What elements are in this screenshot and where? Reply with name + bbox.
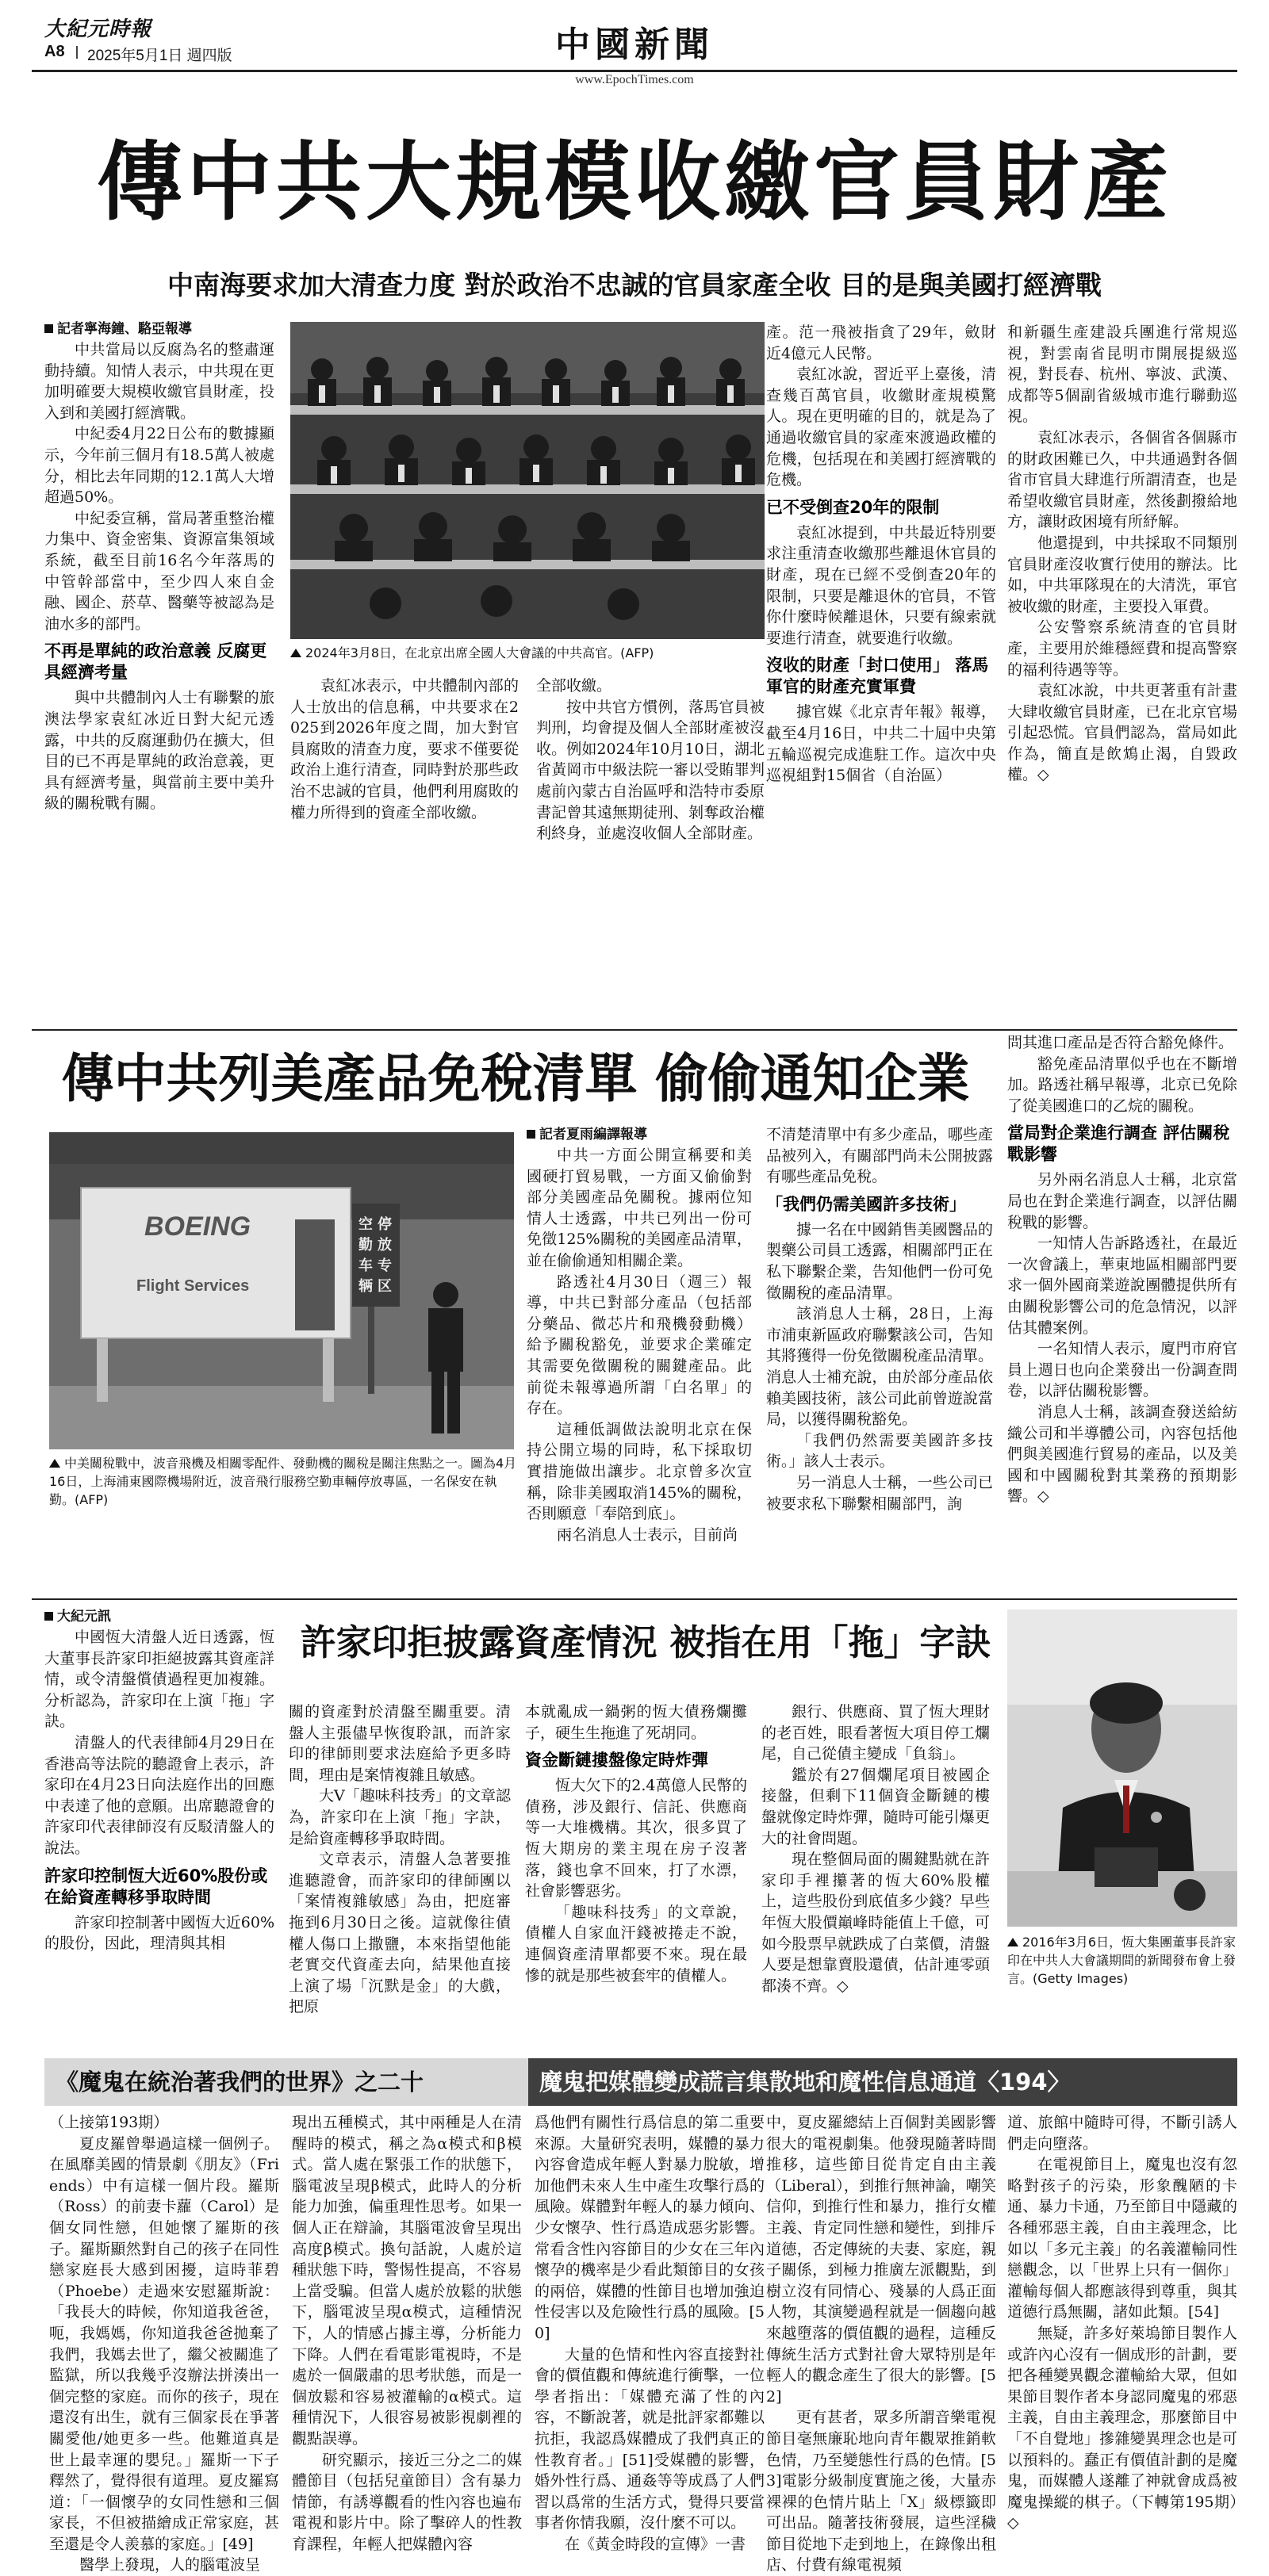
paragraph: 清盤人的代表律師4月29日在香港高等法院的聽證會上表示，許家印在4月23日向法庭作出的回應中表達了他的意願。出席聽證會的許家印代表律師沒有反駁清盤人的說法。 xyxy=(44,1733,274,1857)
paragraph: 一知情人告訴路透社，在最近一次會議上，華東地區相關部門要求一個外國商業遊說團體提供所有由關稅影響公司的危急情況，以評估其體案例。 xyxy=(1007,1234,1237,1337)
paragraph: 「我們仍然需要美國許多技術。」該人士表示。 xyxy=(766,1431,993,1471)
paragraph: 中紀委宣稱，當局著重整治權力集中、資金密集、資源富集領域系統，截至目前16名今年落馬的中管幹部當中，至少四人來自金融、國企、菸草、醫藥等被認為是油水多的部門。 xyxy=(44,509,274,633)
paragraph: 不清楚清單中有多少產品，哪些產品被列入，有關部門尚未公開披露有哪些產品免稅。 xyxy=(766,1126,993,1186)
story2-col3 xyxy=(1007,1032,1237,1594)
paragraph: 無疑，許多好萊塢節目製作人或許內心沒有一個成形的計劃，要把各種變異觀念灌輸給大眾，但如果節目製作者本身認同魔鬼的邪惡主義，自由主義理念，那麼節目中「不自覺地」摻雜變異理念也是可以預料的。蠢正有價值計劃的是魔鬼，而媒體人遂離了神就會成爲被魔鬼操縱的棋子。（下轉第195期）◇ xyxy=(1007,2324,1237,2532)
parking-sign-char: 辆 xyxy=(358,1278,373,1295)
paragraph: 中紀委4月22日公布的數據顯示，今年前三個月有18.5萬人被處分，相比去年同期的12.1萬人大增超過50%。 xyxy=(44,425,274,507)
story3-col1 xyxy=(44,1606,274,2050)
paragraph: 醫學上發現，人的腦電波呈 xyxy=(79,2556,261,2574)
paragraph: 他還提到，中共採取不同類別官員財產沒收實行使用的辦法。比如，中共軍隊現在的大清洗，軍官被收繳的財產，主要投入軍費。 xyxy=(1007,534,1237,615)
parking-sign-char: 空 xyxy=(358,1216,373,1233)
paragraph: 產。范一飛被指貪了29年，斂財近4億元人民幣。 xyxy=(766,323,996,362)
paragraph: 豁免產品清單似乎也在不斷增加。路透社稱早報導，北京已免除了從美國進口的乙烷的關稅。 xyxy=(1007,1055,1237,1115)
paragraph: 研究顯示，接近三分之二的媒體節目（包括兒童節目）含有暴力情節，有誘導觀看的性內容也遍布電視和影片中。除了擊碎人的性教育課程，年輕人把媒體內容 xyxy=(292,2451,522,2553)
paragraph: （上接第193期） xyxy=(49,2114,169,2131)
byline: 大紀元訊 xyxy=(44,1606,274,1627)
serial-col1 xyxy=(49,2112,279,2574)
paragraph: 中共當局以反腐為名的整肅運動持續。知情人表示，中共現在更加明確要大規模收繳官員財產，投入到和美國打經濟戰。 xyxy=(44,341,274,422)
parking-sign-char: 停 xyxy=(378,1216,392,1233)
parking-sign-char: 放 xyxy=(378,1237,392,1254)
paragraph: 袁紅冰表示，各個省各個縣市的財政困難已久，中共通過對各個省市官員大肆進行所謂清查，也是希望收繳官員財產，然後劃撥給地方，讓財政困境有所紓解。 xyxy=(1007,428,1237,531)
paragraph: 據官媒《北京青年報》報導，截至4月16日，中共二十屆中央第五輪巡視完成進駐工作。這次中央巡視組對15個省（自治區） xyxy=(766,703,996,785)
paragraph: 該消息人士稱，28日，上海市浦東新區政府聯繫該公司，告知其將獲得一份免徵關稅產品清單。消息人士補充說，由於部分產品依賴美國技術，該公司此前曾遊說當局，以獲得關稅豁免。 xyxy=(766,1305,993,1429)
paragraph: 鑑於有27個爛尾項目被國企接盤，但剩下11個資金斷鏈的樓盤就像定時炸彈，隨時可能引爆更大的社會問題。 xyxy=(761,1766,990,1847)
subheading: 資金斷鏈摟盤像定時炸彈 xyxy=(525,1751,708,1770)
paragraph: 恆大欠下的2.4萬億人民幣的債務，涉及銀行、信託、供應商等一大堆機構。其次，很多買了恆大期房的業主現在房子沒著落，錢也拿不回來，打了水漂，社會影響惡劣。 xyxy=(525,1777,747,1900)
paragraph: 兩名消息人士表示，目前尚 xyxy=(557,1525,738,1544)
subheading: 沒收的財產「封口使用」 落馬軍官的財產充實軍費 xyxy=(766,656,989,697)
paragraph: 在電視節目上，魔鬼也沒有忽略對孩子的污染，形象醜陋的卡通、暴力卡通，乃至節目中隱藏的各種邪惡主義，自由主義理念，比如以「多元主義」的名義灌輸同性戀觀念，以「世界上只有一個你」灌輸每個人都應該得到尊重，與其道德行爲無關，諸如此類。[54] xyxy=(1007,2156,1237,2321)
paragraph: 「趣味科技秀」的文章說，債權人自家血汗錢被捲走不說，連個資產清單都要不來。現在最慘的就是那些被套牢的債權人。 xyxy=(525,1903,747,1985)
serial-col3 xyxy=(535,2112,765,2553)
paragraph: 袁紅冰表示，中共體制內部的人士放出的信息稱，中共要求在2025到2026年度之間，加大對官員腐敗的清查力度，要求不僅要從政治上進行清查，同時對於那些政治不忠誠的官員，他們利用腐敗的權力所得到的資產全部收繳。 xyxy=(290,677,519,821)
paragraph: 另一消息人士稱，一些公司已被要求私下聯繫相關部門，詢 xyxy=(766,1473,993,1513)
paragraph: 更有甚者，眾多所謂音樂電視節目毫無廉恥地向青年觀眾推銷軟色情，乃至變態性行爲的色情。[53]電影分級制度實施之後，大量赤裸裸的色情片貼上「X」級標籤即可出品。隨著技術發展，這些淫穢節目從地下走到地上，在錄像出租店、付費有線電視頻 xyxy=(766,2409,996,2574)
story2-headline: 傳中共列美產品免稅清單 偷偷通知企業 xyxy=(61,1047,970,1109)
serial-col5 xyxy=(1007,2112,1237,2532)
paragraph: 據一名在中國銷售美國醫品的製藥公司員工透露，相關部門正在私下聯繫企業，告知他們一份可免徵關稅的產品清單。 xyxy=(766,1220,993,1302)
byline: 記者夏雨編譯報導 xyxy=(527,1124,752,1145)
paragraph: 許家印控制著中國恆大近60%的股份，因此，理清與其相 xyxy=(44,1913,274,1953)
paragraph: 現出五種模式，其中兩種是人在清醒時的模式，稱之為α模式和β模式。當人處在緊張工作的狀態下，腦電波呈現β模式，此時人的分析能力加強，偏重理性思考。如果一個人正在辯論，其腦電波會呈現出高度β模式。換句話說，人處於這種狀態下時，警惕性提高，不容易上當受騙。但當人處於放鬆的狀態下，腦電波呈現α模式，這種情況下，人的情感占據主導，分析能力下降。人們在看電影電視時，不是處於一個嚴肅的思考狀態，而是一個放鬆和容易被灌輸的α模式。這種情況下，人很容易被影視劇裡的觀點誤導。 xyxy=(292,2114,522,2448)
issue-date: 2025年5月1日 週四版 xyxy=(87,48,232,64)
story3-col2 xyxy=(289,1701,511,2050)
page-number: A8 xyxy=(44,43,65,60)
paragraph: 這種低調做法說明北京在保持公開立場的同時，私下採取切實措施做出讓步。北京曾多次宣稱，除非美國取消145%的關稅，否則願意「奉陪到底」。 xyxy=(527,1420,752,1523)
serial-book-title: 《魔鬼在統治著我們的世界》之二十 xyxy=(56,2069,424,2096)
flight-services-sign-text: Flight Services xyxy=(136,1277,250,1295)
story3-photo-caption: 2016年3月6日，恆大集團董事長許家印在中共人大會議期間的新聞發布會上發言。(Getty Images) xyxy=(1007,1935,1236,1986)
site-url[interactable]: www.EpochTimes.com xyxy=(575,73,694,86)
subheading: 不再是單純的政治意義 反腐更具經濟考量 xyxy=(44,641,267,683)
newspaper-logo: 大紀元時報 xyxy=(44,17,152,41)
story1-col3 xyxy=(536,676,765,1024)
parking-sign-char: 区 xyxy=(378,1278,392,1295)
masthead-rule xyxy=(32,70,1237,72)
parking-sign-char: 勤 xyxy=(358,1237,373,1254)
paragraph: 一名知情人表示，廈門市府官員上週日也向企業發出一份調查問卷，以評估關稅影響。 xyxy=(1007,1340,1237,1400)
story1-col2 xyxy=(290,676,519,1024)
paragraph: 爲他們有關性行爲信息的第二重要來源。大量研究表明，媒體的暴力內容會造成年輕人對暴力脫敏，增加他們未來人生中產生攻擊行爲的風險。媒體對年輕人的暴力傾向、少女懷孕、性行爲造成惡劣影響。常看含性內容節目的少女在三年內懷孕的機率是少看此類節目的女孩的兩倍，媒體的性節目也增加強迫性侵害以及危險性行爲的風險。[50] xyxy=(535,2114,765,2342)
serial-col4 xyxy=(766,2112,996,2574)
separator xyxy=(76,46,78,59)
serial-chapter-title: 魔鬼把媒體變成謊言集散地和魔性信息通道〈194〉 xyxy=(539,2069,1071,2096)
parking-sign-char: 专 xyxy=(378,1257,392,1274)
paragraph: 與中共體制內人士有聯繫的旅澳法學家袁紅冰近日對大紀元透露，中共的反腐運動仍在擴大，但目的已不再是單純的政治意義，更具有經濟考量，與當前主要中美升級的關稅戰有關。 xyxy=(44,689,274,813)
paragraph: 路透社4月30日（週三）報導，中共已對部分產品（包括部分藥品、微芯片和飛機發動機）給予關稅豁免，並要求企業確定其需要免徵關稅的關鍵產品。此前從未報導過所謂「白名單」的存在。 xyxy=(527,1273,752,1418)
paragraph: 道、旅館中隨時可得，不斷引誘人們走向墮落。 xyxy=(1007,2114,1237,2153)
story2-photo xyxy=(49,1132,514,1449)
subheading: 當局對企業進行調查 評估關稅戰影響 xyxy=(1007,1123,1230,1165)
paragraph: 袁紅冰提到，中共最近特別要求注重清查收繳那些離退休官員的財產，現在已經不受倒查20年的限制，只要是離退休的官員，不管你什麼時候離退休，只要有線索就要進行清查，就要進行收繳。 xyxy=(766,523,996,647)
paragraph: 中國恆大清盤人近日透露，恆大董事長許家印拒絕披露其資產詳情，或令清盤償債過程更加複雜。分析認為，許家印在上演「拖」字訣。 xyxy=(44,1629,274,1731)
story3-headline: 許家印拒披露資產情況 被指在用「拖」字訣 xyxy=(300,1621,991,1663)
story1-photo-caption: 2024年3月8日，在北京出席全國人大會議的中共高官。(AFP) xyxy=(290,644,766,662)
story3-col4 xyxy=(761,1701,990,2050)
paragraph: 和新疆生產建設兵團進行常規巡視，對雲南省昆明市開展提級巡視，對長春、杭州、寧波、武漢、成都等5個副省級城市進行聯動巡視。 xyxy=(1007,323,1237,426)
masthead xyxy=(0,0,1269,127)
paragraph: 袁紅冰說，習近平上臺後，清查幾百萬官員，收繳財產規模驚人。現在更明確的目的，就是為了通過收繳官員的家產來渡過政權的危機，包括現在和美國打經濟戰的危機。 xyxy=(766,366,996,489)
boeing-sign-text: BOEING xyxy=(144,1211,251,1242)
story1-headline: 傳中共大規模收繳官員財產 xyxy=(96,132,1172,232)
story1-col4 xyxy=(766,322,996,1024)
byline: 記者寧海鐘、駱亞報導 xyxy=(44,319,274,339)
serial-col2 xyxy=(292,2112,522,2553)
paragraph: 袁紅冰說，中共更著重有計畫大肆收繳官員財產，已在北京官場引起恐慌。官員們認為，當局如此作為，簡直是飲鴆止渴，自毀政權。◇ xyxy=(1007,682,1237,784)
paragraph: 中，夏皮羅總結上百個對美國影響很大的電視劇集。他發現隨著時間推移，這些節目從肯定自由主義（Liberal），到推行無神論，嘲笑信仰，到推行性和暴力，推行女權主義、肯定同性戀和變性，到排斥道德，否定傳統的夫妻、家庭，親子關係，到極力推廣左派觀點，到樹立沒有同情心、殘暴的人爲正面人物，其演變過程就是一個趨向越來越墮落的價值觀的過程，這種反傳統生活方式對社會大眾特別是年輕人的觀念產生了很大的影響。[52] xyxy=(766,2114,996,2406)
paragraph: 在《黃金時段的宣傳》一書 xyxy=(565,2535,746,2553)
paragraph: 銀行、供應商、買了恆大理財的老百姓，眼看著恆大項目停工爛尾，自己從債主變成「負翁」。 xyxy=(761,1703,990,1763)
story1-photo xyxy=(290,322,765,639)
story3-col3 xyxy=(525,1701,747,2050)
story2-col2 xyxy=(766,1124,993,1594)
story1-col5 xyxy=(1007,322,1237,1024)
paragraph: 中共一方面公開宣稱要和美國硬打貿易戰，一方面又偷偷對部分美國產品免關稅。據兩位知情人士透露，中共已列出一份可免徵125%關稅的美國產品清單，並在偷偷通知相關企業。 xyxy=(527,1146,752,1269)
story3-photo xyxy=(1007,1610,1237,1927)
paragraph: 大量的色情和性內容直接對社會的價值觀和傳統進行衝擊，一位學者指出：「媒體充滿了性的內容，不斷說著，就是批評家都難以抗拒，我認爲媒體成了我們真正的性教育者。」[51]受媒體的影響，婚外性行爲、通姦等等成爲了人們習以爲常的生活方式，覺得只要當事者你情我願，沒什麼不可以。 xyxy=(535,2345,765,2532)
paragraph: 問其進口產品是否符合豁免條件。 xyxy=(1007,1034,1234,1051)
section-title: 中國新聞 xyxy=(555,25,714,65)
story1-subhead: 中南海要求加大清查力度 對於政治不忠誠的官員家產全收 目的是與美國打經濟戰 xyxy=(167,270,1102,300)
paragraph: 文章表示，清盤人急著要推進聽證會，而許家印的律師團以「案情複雜敏感」為由，把庭審拖到6月30日之後。這就像往債權人傷口上撒鹽，本來指望他能老實交代資產去向，結果他直接上演了場「沉默是金」的大戲，把原 xyxy=(289,1851,511,2016)
paragraph: 夏皮羅曾舉過這樣一個例子。在風靡美國的情景劇《朋友》（Friends）中有這樣一個片段。羅斯（Ross）的前妻卡蘿（Carol）是個女同性戀，但她懷了羅斯的孩子。羅斯顯然對自己的孩子在同性戀家庭長大感到困擾，這時菲碧（Phoebe）走過來安慰羅斯說：「我長大的時候，你知道我爸爸，呃，我媽媽，你知道我爸爸拋棄了我們，我媽去世了，繼父被關進了監獄，所以我幾乎沒辦法拼湊出一個完整的家庭。而你的孩子，現在還沒有出生，就有三個家長在爭著關愛他/她更多一些。他難道真是世上最幸運的嬰兒。」羅斯一下子釋然了，覺得很有道理。夏皮羅寫道：「一個懷孕的女同性戀和三個家長，不但被描繪成正常家庭，甚至還是令人羨慕的家庭。」[49] xyxy=(49,2134,279,2553)
subheading: 「我們仍需美國許多技術」 xyxy=(766,1194,966,1214)
subheading: 許家印控制恆大近60%股份或在給資產轉移爭取時間 xyxy=(44,1866,268,1907)
paragraph: 消息人士稱，該調查發送給紡織公司和半導體公司，內容包括他們與美國進行貿易的產品，以及美國和中國關稅對其業務的預期影響。◇ xyxy=(1007,1403,1237,1506)
paragraph: 另外兩名消息人士稱，北京當局也在對企業進行調查，以評估關稅戰的影響。 xyxy=(1007,1171,1237,1231)
paragraph: 公安警察系統清查的官員財產，主要用於維穩經費和提高警察的福利待遇等等。 xyxy=(1007,618,1237,679)
story2-col1 xyxy=(527,1124,752,1594)
subheading: 已不受倒查20年的限制 xyxy=(766,497,940,517)
paragraph: 按中共官方慣例，落馬官員被判刑，均會提及個人全部財產被沒收。例如2024年10月10日，湖北省黃岡市中級法院一審以受賄罪判處前內蒙古自治區呼和浩特市委原書記曾其遠無期徒刑、剝奪政治權利終身，並處沒收個人全部財產。 xyxy=(536,698,765,843)
section-rule xyxy=(32,1029,1237,1031)
paragraph: 現在整個局面的關鍵點就在許家印手裡攥著的恆大60%股權上，這些股份到底值多少錢？早些年恆大股價巔峰時能值上千億，可如今股票早就跌成了白菜價，清盤人要是想靠賣股還債，估計連零頭都湊不齊。◇ xyxy=(761,1851,990,1995)
parking-sign-char: 车 xyxy=(358,1257,373,1274)
paragraph: 關的資產對於清盤至關重要。清盤人主張儘早恢復聆訊，而許家印的律師則要求法庭給予更多時間，理由是案情複雜且敏感。 xyxy=(289,1703,511,1784)
section-rule xyxy=(32,1598,1237,1600)
paragraph: 大V「趣味科技秀」的文章認為，許家印在上演「拖」字訣，是給資產轉移爭取時間。 xyxy=(289,1787,511,1847)
story2-photo-caption: 中美關稅戰中，波音飛機及相關零配件、發動機的關稅是關注焦點之一。圖為4月16日，上海浦東國際機場附近，波音飛行服務空勤車輛停放專區，一名保安在執勤。(AFP) xyxy=(49,1456,517,1507)
paragraph: 本就亂成一鍋粥的恆大債務爛攤子，硬生生拖進了死胡同。 xyxy=(525,1703,747,1742)
paragraph: 全部收繳。 xyxy=(536,677,612,695)
story1-col1 xyxy=(44,319,274,1024)
